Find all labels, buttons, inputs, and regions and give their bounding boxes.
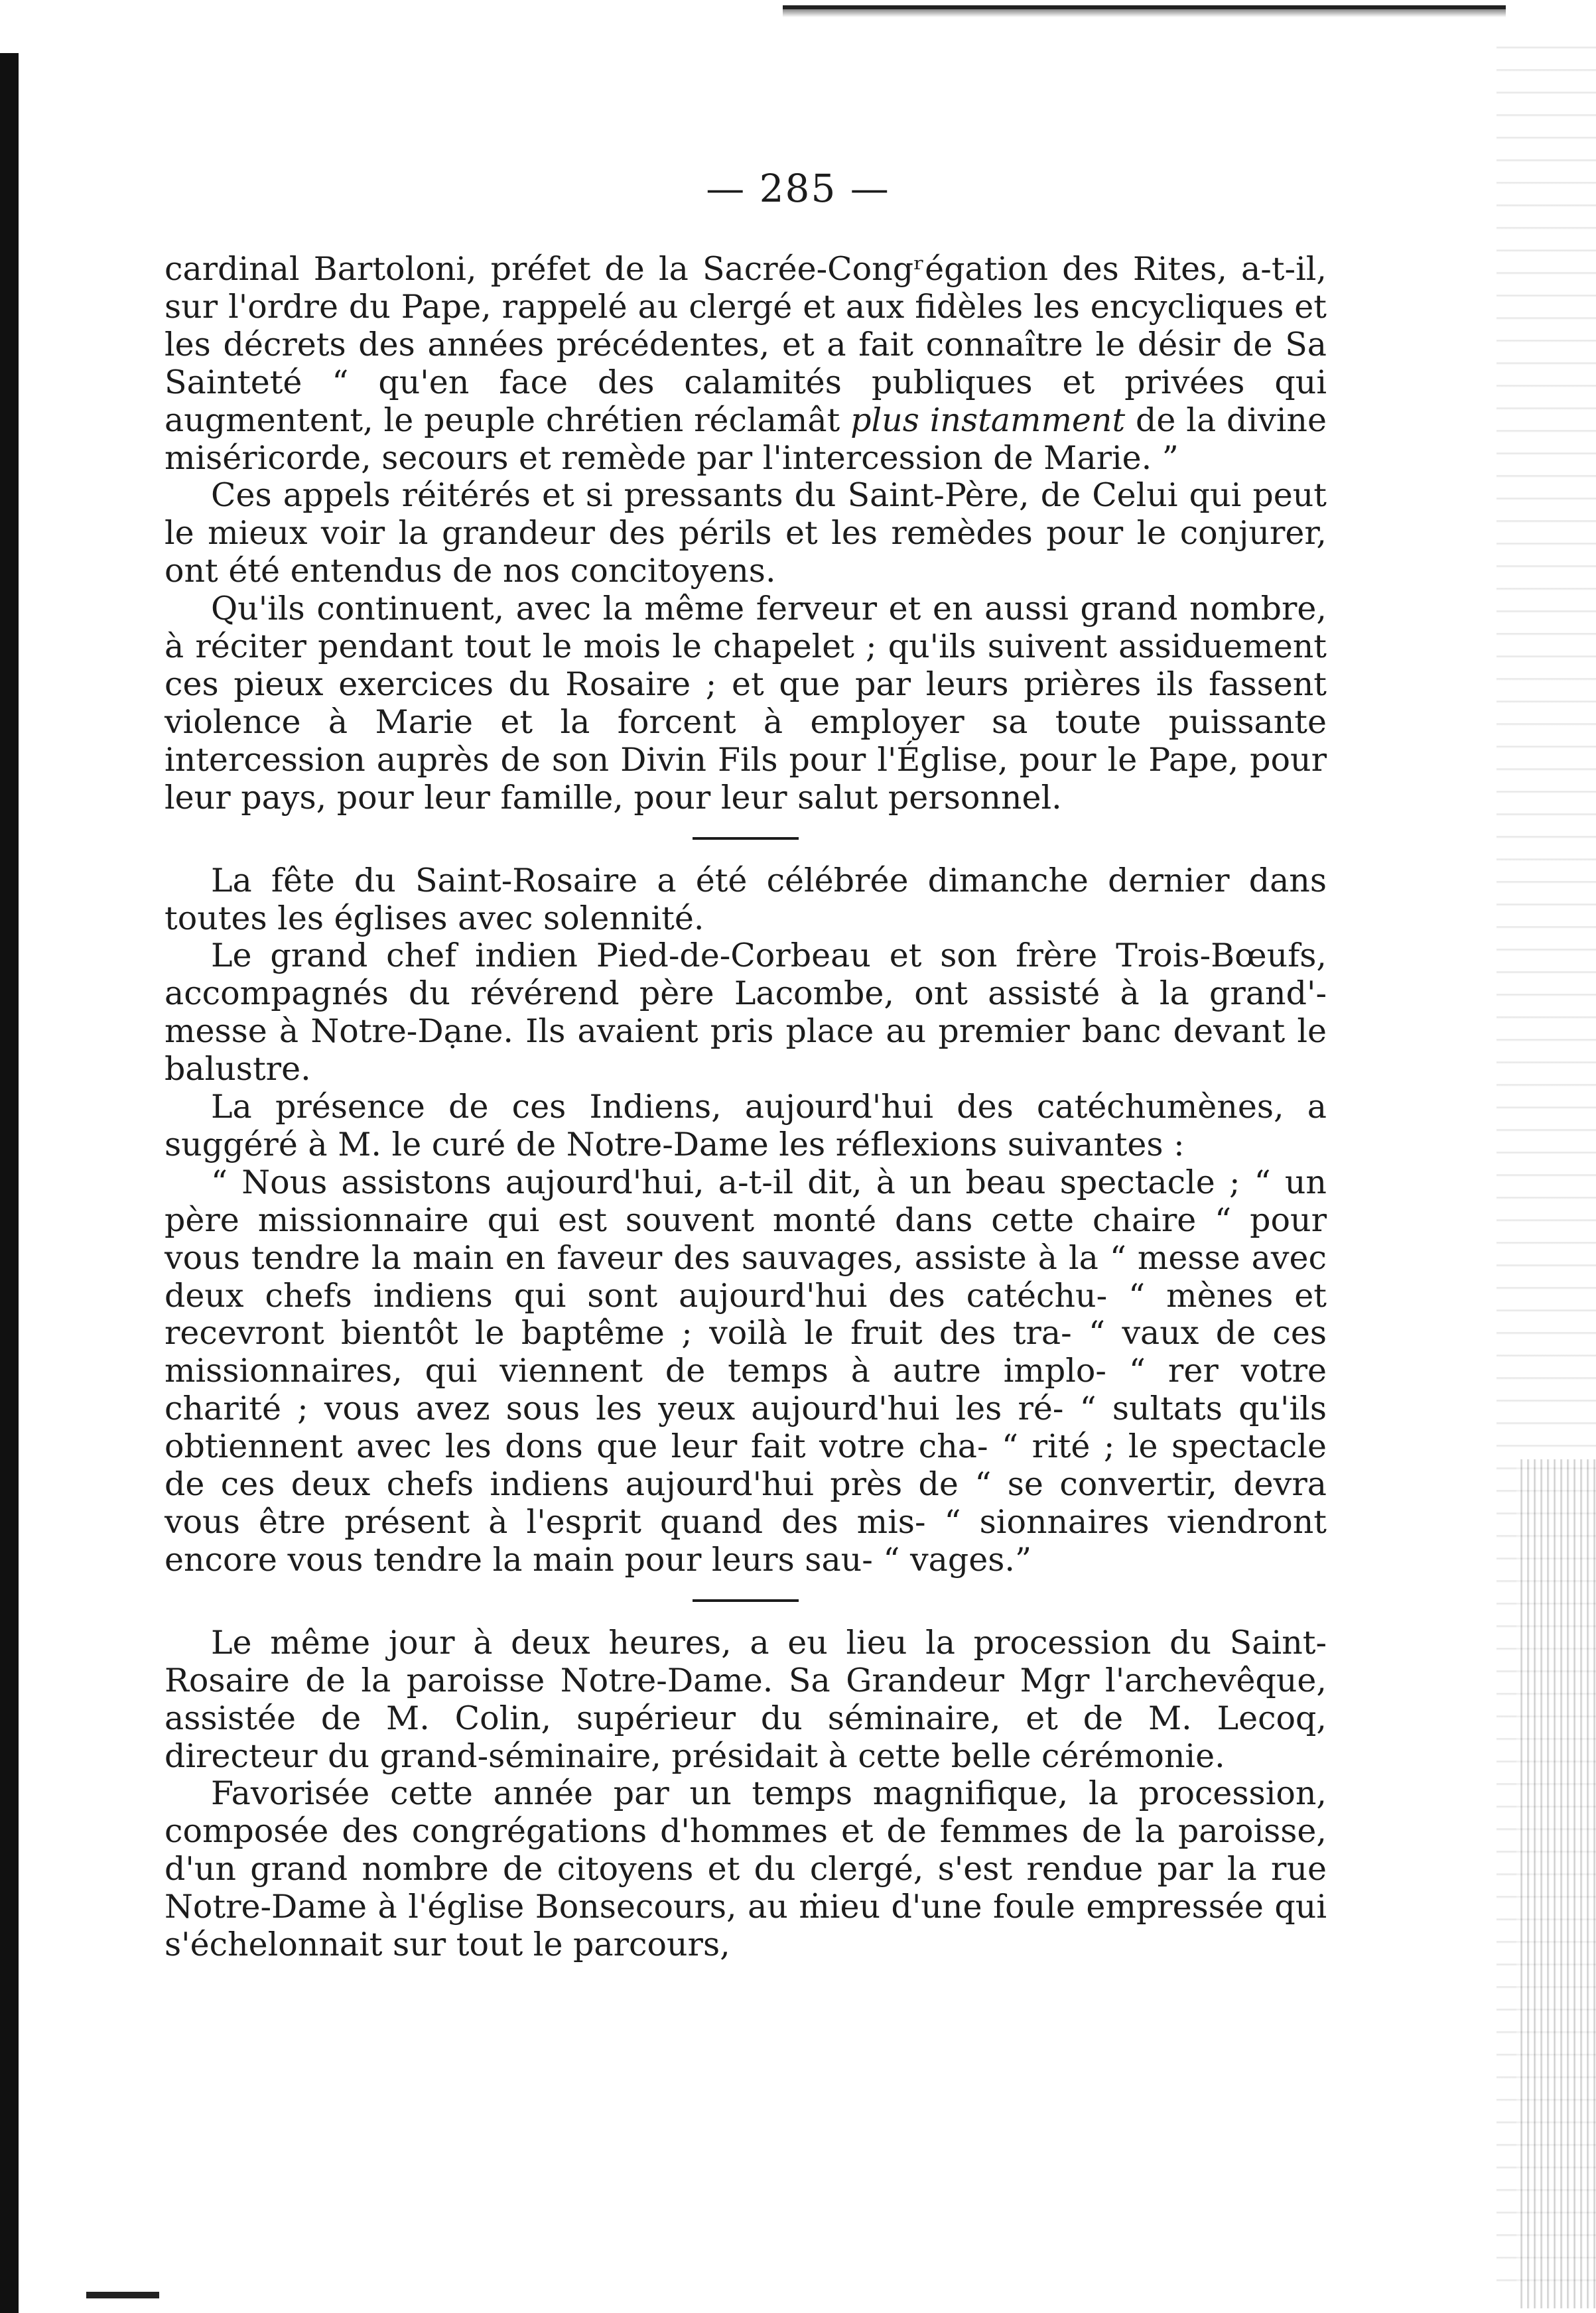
paragraph: Favorisée cette année par un temps magnifique, la procession, composée des congrégations d'hommes et de femmes de la paroisse, d'un grand nombre de citoyens et du clergé, s'est rendue par la rue Notre-Dame à l'église Bonsecours, au ṁieu d'une foule empressée qui s'échelonnait sur tout le parcours,: [165, 1774, 1327, 1964]
paragraph: Le grand chef indien Pied-de-Corbeau et son frère Trois-Bœufs, accompagnés du révérend père Lacombe, ont assisté à la grand'-messe à Notre-Dạne. Ils avaient pris place au premier banc devant le balustre.: [165, 937, 1327, 1089]
paragraph: [165, 251, 1327, 477]
paragraph-text: de la divine miséricorde, secours et remède par l'intercession de Marie. ”: [165, 401, 1327, 477]
page-binding-edge: [0, 53, 19, 2313]
paragraph: La présence de ces Indiens, aujourd'hui des catéchumènes, a suggéré à M. le curé de Notre-Dame les réflexions suivantes :: [165, 1088, 1327, 1163]
section-divider: [693, 1599, 799, 1602]
quotation: “ Nous assistons aujourd'hui, a-t-il dit, à un beau spectacle ; “ un père missionnaire qui est souvent monté dans cette chaire “ pour vous tendre la main en faveur des sauvages, assiste à la “ messe avec deux chefs indiens qui sont aujourd'hui des catéchu- “ mènes et recevront bientôt le baptême ; voilà le fruit des tra- “ vaux de ces missionnaires, qui viennent de temps à autre implo- “ rer votre charité ; vous avez sous les yeux aujourd'hui les ré- “ sultats qu'ils obtiennent avec les dons que leur fait votre cha- “ rité ; le spectacle de ces deux chefs indiens aujourd'hui près de “ se convertir, devra vous être présent à l'esprit quand des mis- “ sionnaires viendront encore vous tendre la main pour leurs sau- “ vages.”: [165, 1163, 1327, 1579]
italic-phrase: plus instamment: [850, 401, 1126, 439]
paragraph-text: cardinal Bartoloni, préfet de la Sacrée-Congʳégation des Rites, a-t-il, sur l'ordre du Pape, rappelé au clergé et aux fidèles les encycliques et les décrets des années précédentes, et a fait connaître le désir de Sa Sainteté “ qu'en face des calamités publiques et privées qui augmentent, le peuple chrétien réclamât: [165, 250, 1327, 439]
page-body: [165, 251, 1327, 1964]
paragraph: Le même jour à deux heures, a eu lieu la procession du Saint-Rosaire de la paroisse Notre-Dame. Sa Grandeur Mgr l'archevêque, assistée de M. Colin, supérieur du séminaire, et de M. Lecoq, directeur du grand-séminaire, présidait à cette belle cérémonie.: [165, 1623, 1327, 1775]
page-number: — 285 —: [706, 166, 890, 211]
paragraph: La fête du Saint-Rosaire a été célébrée dimanche dernier dans toutes les églises avec solennité.: [165, 861, 1327, 937]
paragraph: Qu'ils continuent, avec la même ferveur et en aussi grand nombre, à réciter pendant tout le mois le chapelet ; qu'ils suivent assiduement ces pieux exercices du Rosaire ; et que par leurs prières ils fassent violence à Marie et la forcent à employer sa toute puissante intercession auprès de son Divin Fils pour l'Église, pour le Pape, pour leur pays, pour leur famille, pour leur salut personnel.: [165, 590, 1327, 817]
page-edge-right-texture: [1516, 1459, 1596, 2308]
bottom-mark: [86, 2292, 159, 2298]
page-edge-top: [783, 5, 1506, 17]
paragraph: Ces appels réitérés et si pressants du Saint-Père, de Celui qui peut le mieux voir la grandeur des périls et les remèdes pour le conjurer, ont été entendus de nos concitoyens.: [165, 476, 1327, 590]
section-divider: [693, 837, 799, 840]
